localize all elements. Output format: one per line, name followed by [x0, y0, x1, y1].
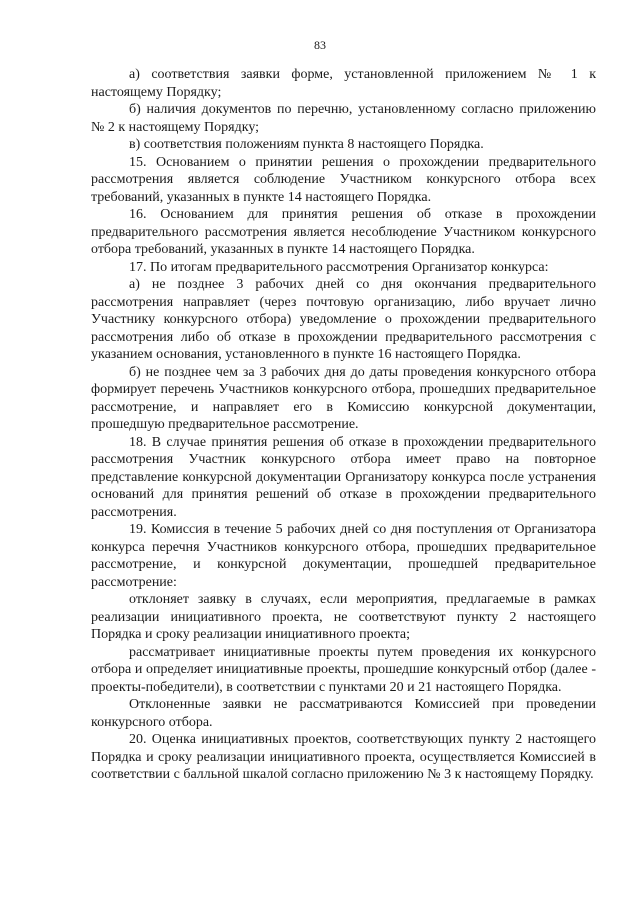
paragraph-15: 15. Основанием о принятии решения о прохождении предварительного рассмотрения является соблюдение Участником конкурсного отбора всех требований, указанных в пункте 14 настоящего Порядка.	[91, 154, 596, 205]
document-body	[91, 66, 596, 784]
paragraph-rejected-note: Отклоненные заявки не рассматриваются Комиссией при проведении конкурсного отбора.	[91, 697, 596, 730]
paragraph-17-b: б) не позднее чем за 3 рабочих дня до даты проведения конкурсного отбора формирует перечень Участников конкурсного отбора, прошедших предварительное рассмотрение, и направляет его в Комиссию конкурсной документации, прошедшую предварительное рассмотрение.	[91, 364, 596, 432]
paragraph-item-a: а) соответствия заявки форме, установленной приложением № 1 к настоящему Порядку;	[91, 67, 596, 100]
paragraph-16: 16. Основанием для принятия решения об отказе в прохождении предварительного рассмотрения является несоблюдение Участником конкурсного отбора требований, указанных в пункте 14 настоящего Порядка.	[91, 207, 596, 257]
paragraph-17: 17. По итогам предварительного рассмотрения Организатор конкурса:	[129, 259, 549, 275]
page-number: 83	[314, 38, 326, 52]
paragraph-17-a: а) не позднее 3 рабочих дней со дня окончания предварительного рассмотрения направляет (через почтовую организацию, либо вручает лично Участнику конкурсного отбора) уведомление о прохождении предварительного рассмотрения либо об отказе в прохождении предварительного рассмотрения с указанием основания, установленного в пункте 16 настоящего Порядка.	[91, 277, 596, 362]
paragraph-18: 18. В случае принятия решения об отказе в прохождении предварительного рассмотрения Участник конкурсного отбора имеет право на повторное представление конкурсной документации Организатору конкурса после устранения оснований для принятия решений об отказе в прохождении предварительного рассмотрения.	[91, 434, 596, 520]
paragraph-19: 19. Комиссия в течение 5 рабочих дней со дня поступления от Организатора конкурса перечня Участников конкурсного отбора, прошедших предварительное рассмотрение, и конкурсной документации, прошедшей предварительное рассмотрение:	[91, 522, 596, 590]
paragraph-20: 20. Оценка инициативных проектов, соответствующих пункту 2 настоящего Порядка и сроку реализации инициативного проекта, осуществляется Комиссией в соответствии с балльной шкалой согласно приложению № 3 к настоящему Порядку.	[91, 732, 596, 782]
paragraph-item-b: б) наличия документов по перечню, установленному согласно приложению № 2 к настоящему Порядку;	[91, 102, 596, 135]
paragraph-19-review: рассматривает инициативные проекты путем проведения их конкурсного отбора и определяет инициативные проекты, прошедшие конкурсный отбор (далее - проекты-победители), в соответствии с пунктами 20 и 21 настоящего Порядка.	[91, 644, 596, 695]
paragraph-item-v: в) соответствия положениям пункта 8 настоящего Порядка.	[129, 137, 484, 152]
paragraph-19-reject: отклоняет заявку в случаях, если мероприятия, предлагаемые в рамках реализации инициативного проекта, не соответствуют пункту 2 настоящего Порядка и сроку реализации инициативного проекта;	[91, 592, 596, 642]
